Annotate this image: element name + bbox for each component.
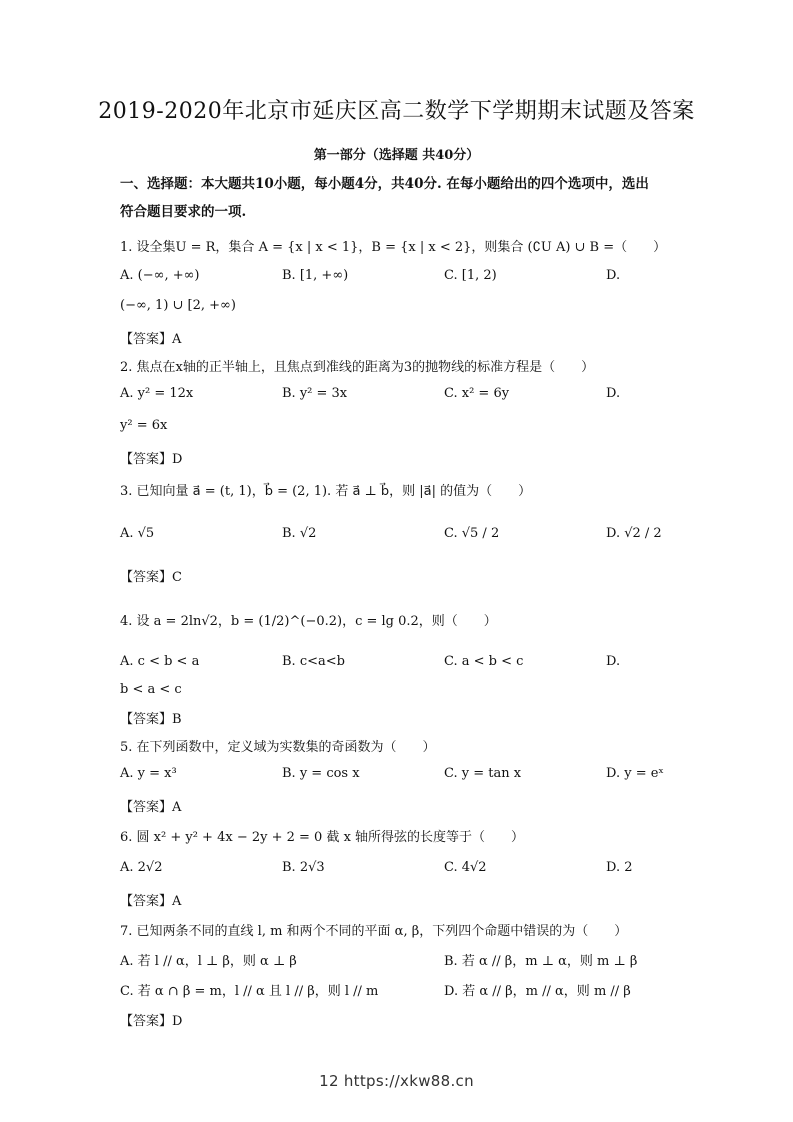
question-4-option-c: C. a < b < c [444,654,524,669]
question-4-answer: 【答案】B [120,712,182,727]
question-4-option-a: A. c < b < a [120,654,200,669]
question-1-option-c: C. [1, 2) [444,268,497,283]
question-2-option-c: C. x² = 6y [444,386,510,401]
question-3-option-a: A. √5 [120,526,155,541]
question-2-stem: 2. 焦点在x轴的正半轴上，且焦点到准线的距离为3的抛物线的标准方程是（ ） [120,360,595,375]
question-5-option-a: A. y = x³ [120,766,177,781]
question-4-option-d: D. [606,654,621,669]
question-3-option-d: D. √2 / 2 [606,526,662,541]
question-6-answer: 【答案】A [120,894,182,909]
question-7-stem: 7. 已知两条不同的直线 l, m 和两个不同的平面 α, β，下列四个命题中错误的为（ ） [120,924,628,939]
question-3-answer: 【答案】C [120,570,182,585]
part-heading: 第一部分（选择题 共40分） [313,148,480,163]
question-1-option-d-value: (−∞, 1) ∪ [2, +∞) [120,298,236,313]
question-1-option-b: B. [1, +∞) [282,268,349,283]
question-7-option-d: D. 若 α // β，m // α，则 m // β [444,984,631,999]
question-1-answer: 【答案】A [120,332,182,347]
question-6-stem: 6. 圆 x² + y² + 4x − 2y + 2 = 0 截 x 轴所得弦的长度等于（ ） [120,830,525,845]
question-4-option-d-value: b < a < c [120,682,182,697]
question-4-option-b: B. c<a<b [282,654,345,669]
question-3-option-b: B. √2 [282,526,317,541]
section-instructions-line-1: 一、选择题：本大题共10小题，每小题4分，共40分. 在每小题给出的四个选项中，选出 [120,176,649,192]
question-2-option-d: D. [606,386,621,401]
question-5-option-c: C. y = tan x [444,766,522,781]
question-5-option-b: B. y = cos x [282,766,360,781]
question-2-answer: 【答案】D [120,452,183,467]
question-2-option-a: A. y² = 12x [120,386,194,401]
question-5-answer: 【答案】A [120,800,182,815]
question-2-option-b: B. y² = 3x [282,386,348,401]
document-title: 2019-2020年北京市延庆区高二数学下学期期末试题及答案 [98,99,695,124]
question-6-option-a: A. 2√2 [120,860,163,875]
question-5-stem: 5. 在下列函数中，定义域为实数集的奇函数为（ ） [120,740,436,755]
question-6-option-b: B. 2√3 [282,860,325,875]
question-3-stem: 3. 已知向量 a⃗ = (t, 1)，b⃗ = (2, 1). 若 a⃗ ⊥ b⃗，则 |a⃗| 的值为（ ） [120,484,532,499]
question-1-stem: 1. 设全集U = R，集合 A = {x | x < 1}，B = {x | x < 2}，则集合 (∁U A) ∪ B =（ ） [120,240,667,255]
question-6-option-d: D. 2 [606,860,633,875]
page-footer: 12 https://xkw88.cn [319,1072,474,1090]
question-7-answer: 【答案】D [120,1014,183,1029]
question-2-option-d-value: y² = 6x [120,418,168,433]
question-4-stem: 4. 设 a = 2ln√2，b = (1/2)^(−0.2)，c = lg 0.2，则（ ） [120,614,497,629]
question-7-option-b: B. 若 α // β，m ⊥ α，则 m ⊥ β [444,954,638,969]
question-5-option-d: D. y = eˣ [606,766,664,781]
question-7-option-a: A. 若 l // α，l ⊥ β，则 α ⊥ β [120,954,297,969]
question-1-option-a: A. (−∞, +∞) [120,268,200,283]
question-7-option-c: C. 若 α ∩ β = m，l // α 且 l // β，则 l // m [120,984,379,999]
question-1-option-d: D. [606,268,621,283]
section-instructions-line-2: 符合题目要求的一项. [120,204,247,220]
question-3-option-c: C. √5 / 2 [444,526,500,541]
question-6-option-c: C. 4√2 [444,860,487,875]
